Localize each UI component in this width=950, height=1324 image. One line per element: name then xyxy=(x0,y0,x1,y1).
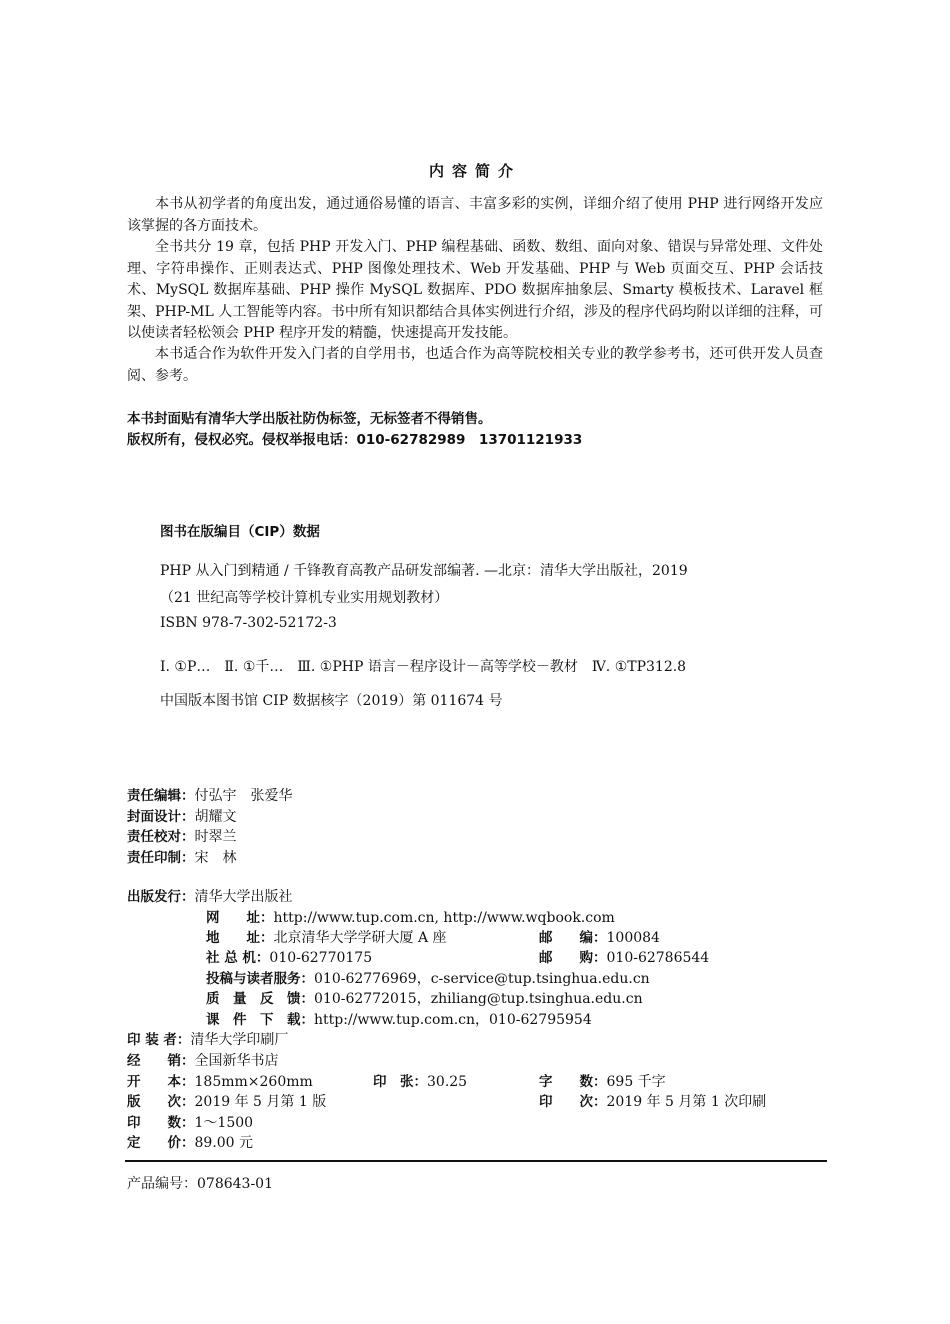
publisher-postcode-label: 邮 编： xyxy=(539,930,607,946)
publisher-address-value: 北京清华大学学研大厦 A 座 xyxy=(273,930,447,946)
cip-title-line: PHP 从入门到精通 / 千锋教育高教产品研发部编著. —北京：清华大学出版社，2019 xyxy=(160,563,688,579)
publisher-quality xyxy=(206,987,643,1008)
production-impression-value: 2019 年 5 月第 1 次印刷 xyxy=(606,1094,767,1110)
divider-rule xyxy=(125,1160,827,1162)
publisher-phone-value: 010-62770175 xyxy=(269,950,373,966)
publisher-service-label: 投稿与读者服务： xyxy=(206,971,314,987)
production-format-value: 185mm×260mm xyxy=(194,1074,313,1090)
publisher-phone xyxy=(206,946,372,966)
credit-proof xyxy=(127,825,237,846)
publisher-postcode-value: 100084 xyxy=(606,930,660,946)
production-printer xyxy=(127,1028,288,1049)
credit-print xyxy=(127,846,237,867)
credit-cover xyxy=(127,805,237,826)
production-printer-value: 清华大学印刷厂 xyxy=(190,1032,289,1048)
cip-record-line: 中国版本图书馆 CIP 数据核字（2019）第 011674 号 xyxy=(160,693,503,709)
copyright-notice: 版权所有，侵权必究。侵权举报电话：010-62782989 13701121933 xyxy=(127,432,583,448)
production-edition-value: 2019 年 5 月第 1 版 xyxy=(194,1094,327,1110)
publisher-mail-order-value: 010-62786544 xyxy=(606,950,710,966)
publisher-quality-value: 010-62772015，zhiliang@tup.tsinghua.edu.cn xyxy=(314,991,643,1007)
cip-heading: 图书在版编目（CIP）数据 xyxy=(160,524,320,540)
cip-series-line: （21 世纪高等学校计算机专业实用规划教材） xyxy=(160,590,449,606)
product-code xyxy=(127,1173,273,1193)
production-format xyxy=(127,1070,313,1090)
cip-isbn-line: ISBN 978-7-302-52172-3 xyxy=(160,615,337,631)
summary-paragraph-3: 本书适合作为软件开发入门者的自学用书，也适合作为高等院校相关专业的教学参考书，还可供开发人员查阅、参考。 xyxy=(127,346,823,384)
credit-cover-label: 封面设计： xyxy=(127,809,195,825)
production-sheets-value: 30.25 xyxy=(427,1074,468,1090)
production-distributor-label: 经 销： xyxy=(127,1053,195,1069)
credit-editor-value: 付弘宇 张爱华 xyxy=(194,788,293,804)
summary-title: 内容简介 xyxy=(428,162,521,180)
publisher-postcode xyxy=(539,926,660,946)
credit-print-label: 责任印制： xyxy=(127,850,195,866)
production-edition xyxy=(127,1090,326,1111)
cip-classification-line: Ⅰ. ①P… Ⅱ. ①千… Ⅲ. ①PHP 语言－程序设计－高等学校－教材 Ⅳ. ①TP312.8 xyxy=(160,659,687,675)
production-sheets xyxy=(373,1070,467,1090)
publisher-phone-label: 社 总 机： xyxy=(206,950,270,966)
production-sheets-label: 印 张： xyxy=(373,1074,427,1090)
publisher-web-value: http://www.tup.com.cn, http://www.wqbook.com xyxy=(273,910,615,926)
publisher-mail-order xyxy=(539,946,709,966)
publisher-service-value: 010-62776969，c-service@tup.tsinghua.edu.cn xyxy=(314,971,650,987)
production-distributor-value: 全国新华书店 xyxy=(194,1053,279,1069)
publisher-web xyxy=(206,906,615,926)
summary-paragraph-1: 本书从初学者的角度出发，通过通俗易懂的语言、丰富多彩的实例，详细介绍了使用 PHP 进行网络开发应该掌握的各方面技术。 xyxy=(127,196,823,234)
credit-editor xyxy=(127,784,293,805)
publisher-service xyxy=(206,967,650,988)
production-copies-value: 1～1500 xyxy=(194,1115,254,1131)
production-edition-label: 版 次： xyxy=(127,1094,195,1110)
production-price xyxy=(127,1131,253,1152)
publisher-courseware xyxy=(206,1008,592,1029)
credit-print-value: 宋 林 xyxy=(194,850,237,866)
product-code-label: 产品编号： xyxy=(127,1176,197,1192)
publisher-address-label: 地 址： xyxy=(206,930,274,946)
credit-proof-label: 责任校对： xyxy=(127,829,195,845)
production-copies xyxy=(127,1111,253,1132)
production-impression xyxy=(539,1090,766,1111)
production-price-value: 89.00 元 xyxy=(194,1135,254,1151)
publisher-quality-label: 质 量 反 馈： xyxy=(206,991,314,1007)
production-price-label: 定 价： xyxy=(127,1135,195,1151)
production-format-label: 开 本： xyxy=(127,1074,195,1090)
publisher-courseware-value: http://www.tup.com.cn，010-62795954 xyxy=(314,1012,592,1028)
production-words-value: 695 千字 xyxy=(606,1074,666,1090)
publisher-name: 清华大学出版社 xyxy=(194,889,293,905)
production-words-label: 字 数： xyxy=(539,1074,607,1090)
anti-counterfeit-notice: 本书封面贴有清华大学出版社防伪标签，无标签者不得销售。 xyxy=(127,411,492,427)
credit-proof-value: 时翠兰 xyxy=(194,829,237,845)
publisher-address xyxy=(206,926,447,947)
production-printer-label: 印 装 者： xyxy=(127,1032,191,1048)
credit-editor-label: 责任编辑： xyxy=(127,788,195,804)
publisher-web-label: 网 址： xyxy=(206,910,274,926)
publisher-line xyxy=(127,885,293,906)
credit-cover-value: 胡耀文 xyxy=(194,809,237,825)
summary-paragraph-2: 全书共分 19 章，包括 PHP 开发入门、PHP 编程基础、函数、数组、面向对象、错误与异常处理、文件处理、字符串操作、正则表达式、PHP 图像处理技术、Web 开发基础、PHP 与 Web 页面交互、PHP 会话技术、MySQL 数据库基础、PHP 操作 MySQL 数据库、PDO 数据库抽象层、Smarty 模板技术、Laravel 框架、PHP-ML 人工智能等内容。书中所有知识都结合具体实例进行介绍，涉及的程序代码均附以详细的注释，可以使读者轻松领会 PHP 程序开发的精髓，快速提高开发技能。 xyxy=(127,239,823,341)
publisher-mail-order-label: 邮 购： xyxy=(539,950,607,966)
publisher-label: 出版发行： xyxy=(127,889,195,905)
production-words xyxy=(539,1070,666,1091)
production-impression-label: 印 次： xyxy=(539,1094,607,1110)
publisher-courseware-label: 课 件 下 载： xyxy=(206,1012,314,1028)
product-code-value: 078643-01 xyxy=(197,1176,273,1192)
production-copies-label: 印 数： xyxy=(127,1115,195,1131)
production-distributor xyxy=(127,1049,279,1070)
